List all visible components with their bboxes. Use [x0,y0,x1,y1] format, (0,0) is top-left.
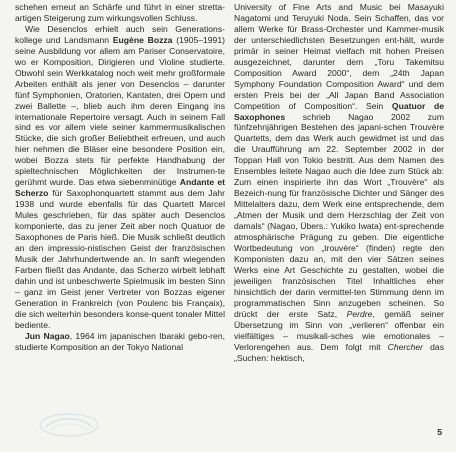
composer-name-nagao: Jun Nagao [25,330,70,341]
left-text-column [15,2,225,353]
text-run: das „Suchen: hektisch, [234,341,445,363]
text-run: , 1964 im japanischen Ibaraki gebo-ren, studierte Komposition an der Tokyo National [15,330,225,352]
paragraph-bozza [15,24,225,331]
text-run: Wie Desenclos erhielt auch sein Generations-kollege und Landsmann [15,23,225,45]
label-logo-icon [38,412,100,438]
paragraph-nagao-start [15,331,225,353]
text-run: University of Fine Arts and Music bei Masayuki Nagatomi und Teruyuki Noda. Sein Schaffen, das vor allem Werke für Brass-Orchester und Kammer-musik der unterschiedlichsten Besetzungen ent-hält, wurde primär in seiner Heimat vielfach mit hohen Preisen ausgezeichnet, darunter dem „Toru Takemitsu Composition Award 2000“, dem „24th Japan Symphony Foundation Composition Award“ und dem ersten Preis bei der „All Japan Band Association Competition of Composition“. Sein [234,2,444,111]
text-run: , gemäß seiner Übersetzung im Sinn von „verlieren“ offenbar ein vielfältiges – musikali-sches wie emotionales – Verlorengehen aus. Dem folgt mit [234,308,444,352]
paragraph-desenclos-end: schehen erneut an Schärfe und führt in einer stretta-artigen Steigerung zum wirkungsvollen Schluss. [15,2,225,23]
movement-title-chercher: Chercher [387,341,424,352]
work-title-quatuor-de-saxophones: Quatuor de Saxophones [234,100,444,122]
page-number: 5 [437,427,442,437]
composer-name-bozza: Eugène Bozza [112,34,173,45]
right-text-column [234,2,444,363]
work-title-andante-et-scherzo: Andante et Scherzo [15,177,226,199]
movement-title-perdre: Perdre [346,308,373,319]
text-run: für Saxophonquartett stammt aus dem Jahr 1938 und wurde ebenfalls für das Quartett Marcel Mules geschrieben, für das später auch Desenclos komponierte, das zu jener Zeit aber noch Quatuor de Saxophones de Paris hieß. Die Musik schließt deutlich an den impressio-nistischen Geist der französischen Musik der Jahrhundertwende an. In sanft wiegenden Farben fließt das Andante, das Scherzo wirbelt lebhaft dahin und ist unbeschwerte Spielmusik im besten Sinn – ganz im Geist jener Vertreter von Bozzas eigener Generation in Frankreich (von Poulenc bis Françaix), die sich weiterhin besonders konse-quent tonaler Mittel bediente. [15,188,225,330]
paragraph-nagao-continued [234,2,444,363]
text-run: schrieb Nagao 2002 zum fünfzehnjährigen Bestehen des japani-schen Trouvère Quartetts, dem das Werk auch gewidmet ist und das die Uraufführung am 22. September 2002 in der Toppan Hall von Tokio bestritt. Aus dem Namen des Ensembles leitete Nagao auch die Idee zum Stück ab: Zum einen inspirierte ihn das Wort „Trouvère“ als Bezeich-nung für französische Dichter und Sänger des Mittelalters dazu, dem Werk eine entsprechende, dem „Atmen der Musik und dem Herzschlag der Zeit von damals“ (Nagao, Übers.: Yukiko Iwata) ent-sprechende atmosphärische Prägung zu geben. Die eigentliche Wortbedeutung von „trouvère“ (finden) regte den Komponisten dazu an, mit den vier Sätzen seines Werks eine Art Geschichte zu gestalten, wobei die jeweiligen französischen Titel Inhaltliches eher hinsichtlich der darin vermittel-ten Stimmung denn im programmatischen Sinn anzugeben scheinen. So drückt der erste Satz, [234,111,444,319]
text-run: (1905–1991) seine Ausbildung vor allem am Pariser Conservatoire, wo er Komposition, Dirigieren und Violine studierte. Obwohl sein Werkkatalog noch weit mehr großformale Arbeiten enthält als jener von Desenclos – darunter fünf Symphonien, Oratorien, Kantaten, drei Opern und zwei Ballette –, blieb auch ihm deren Eingang ins internationale Repertoire versagt. Auch in seinem Fall sind es vor allem viele seiner kammermusikalischen Stücke, die sich großer Beliebtheit erfreuen, und auch hier nehmen die Bläser eine besondere Position ein, wobei Bozza stets für perfekte Handhabung der spieltechnischen Möglichkeiten der Instrumen-te gerühmt wurde. Das etwa siebenminütige [15,34,225,188]
